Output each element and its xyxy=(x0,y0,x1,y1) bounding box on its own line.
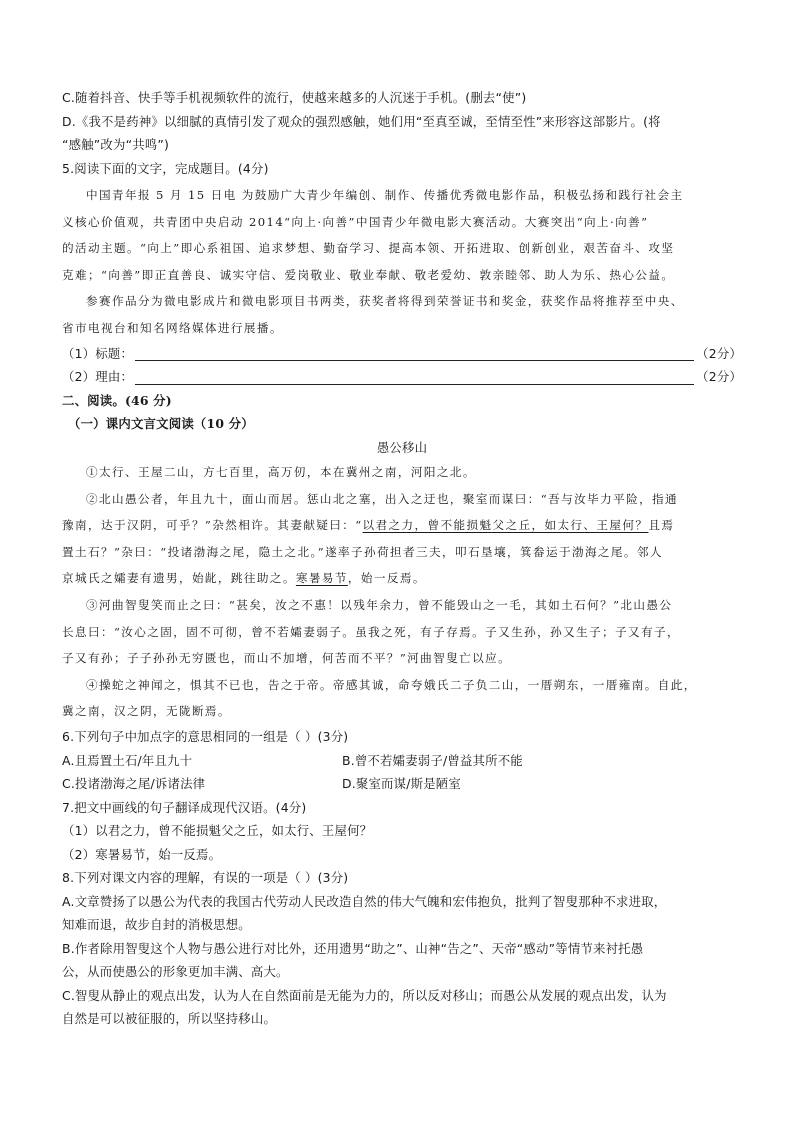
fill-reason-label: （2）理由： xyxy=(62,369,134,385)
q7-item-2: （2）寒暑易节，始一反焉。 xyxy=(62,846,222,862)
q6-option-a[interactable]: A.且焉置土石/年且九十 xyxy=(62,752,193,768)
para-3-line: 子又有孙；子子孙孙无穷匮也，而山不加增，何苦而不平？”河曲智叟亡以应。 xyxy=(62,651,512,666)
fill-title-row xyxy=(62,342,742,366)
q8-option-b[interactable]: B.作者除用智叟这个人物与愚公进行对比外，还用遗男“助之”、山神“告之”、天帝“感动”等情节来衬托愚 xyxy=(62,940,644,956)
q8-option-b-cont: 公，从而使愚公的形象更加丰满、高大。 xyxy=(62,964,289,979)
option-c-line: C.随着抖音、快手等手机视频软件的流行，使越来越多的人沉迷于手机。(删去“使”) xyxy=(62,90,527,105)
q8-option-c[interactable]: C.智叟从静止的观点出发，认为人在自然面前是无能为力的，所以反对移山；而愚公从发展的观点出发，认为 xyxy=(62,987,667,1003)
option-d-line-1: D.《我不是药神》以细腻的真情引发了观众的强烈感触，她们用“至真至诚，至情至性”来形容这部影片。(将 xyxy=(62,113,661,129)
para-2-line: 置土石？”杂曰：“投诸渤海之尾，隐土之北。”遂率子孙荷担者三夫，叩石垦壤，箕畚运于渤海之尾。邻人 xyxy=(62,544,663,559)
news-line: 的活动主题。“向上”即心系祖国、追求梦想、勤奋学习、提高本领、开拓进取、创新创业，艰苦奋斗、攻坚 xyxy=(62,241,675,256)
q6-options-row xyxy=(62,749,742,773)
news-line: 省市电视台和知名网络媒体进行展播。 xyxy=(62,320,283,335)
exam-page xyxy=(62,86,742,1031)
para-4-line: 冀之南，汉之阴，无陇断焉。 xyxy=(62,704,231,719)
para-3-line: ③河曲智叟笑而止之曰：“甚矣，汝之不惠！以残年余力，曾不能毁山之一毛，其如土石何？”北山愚公 xyxy=(86,598,673,613)
question-5: 5.阅读下面的文字，完成题目。(4分) xyxy=(62,160,269,176)
q8-option-c-cont: 自然是可以被征服的，所以坚持移山。 xyxy=(62,1011,277,1026)
fill-title-score: （2分） xyxy=(696,345,742,361)
para-2-line xyxy=(62,512,742,539)
classical-passage xyxy=(62,459,742,725)
news-passage xyxy=(62,182,742,342)
passage-title: 愚公移山 xyxy=(376,439,428,455)
q6-option-d[interactable]: D.聚室而谋/斯是陋室 xyxy=(342,776,461,791)
news-line: 义核心价值观，共青团中央启动 2014“向上·向善”中国青少年微电影大赛活动。大赛突出“向上·向善” xyxy=(62,214,649,229)
text-span: 豫南，达于汉阴，可乎？”杂然相许。其妻献疑曰：“ xyxy=(62,518,363,533)
para-3-line: 长息曰：“汝心之固，固不可彻，曾不若孀妻弱子。虽我之死，有子存焉。子又生孙，孙又生子；子又有子， xyxy=(62,624,681,639)
q6-option-b[interactable]: B.曾不若孀妻弱子/曾益其所不能 xyxy=(342,752,523,768)
q6-options-row xyxy=(62,772,742,796)
underlined-sentence-2: 寒暑易节 xyxy=(295,571,348,586)
reason-answer-blank[interactable] xyxy=(135,368,694,385)
q8-option-a-cont: 知难而退，故步自封的消极思想。 xyxy=(62,917,251,932)
q6-option-c[interactable]: C.投诸渤海之尾/诉诸法律 xyxy=(62,776,206,791)
news-line: 参赛作品分为微电影成片和微电影项目书两类，获奖者将得到荣誉证书和奖金，获奖作品将推荐至中央、 xyxy=(86,294,684,309)
text-span: ，始一反焉。 xyxy=(347,571,426,586)
question-6: 6.下列句子中加点字的意思相同的一组是（ ）(3分) xyxy=(62,729,349,744)
question-8: 8.下列对课文内容的理解，有误的一项是（ ）(3分) xyxy=(62,870,349,885)
q7-item-1: （1）以君之力，曾不能损魁父之丘，如太行、王屋何？ xyxy=(62,823,373,838)
q8-option-a[interactable]: A.文章赞扬了以愚公为代表的我国古代劳动人民改造自然的伟大气魄和宏伟抱负，批判了智叟那种不求进取， xyxy=(62,893,667,909)
text-span: 且焉 xyxy=(648,518,675,533)
fill-reason-score: （2分） xyxy=(696,369,742,385)
fill-title-label: （1）标题： xyxy=(62,345,134,361)
news-line: 中国青年报 5 月 15 日电 为鼓励广大青少年编创、制作、传播优秀微电影作品，积极弘扬和践行社会主 xyxy=(86,188,684,202)
para-4-line: ④操蛇之神闻之，惧其不已也，告之于帝。帝感其诚，命夸娥氏二子负二山，一厝朔东，一厝雍南。自此， xyxy=(86,677,697,692)
para-1: ①太行、王屋二山，方七百里，高万仞，本在冀州之南，河阳之北。 xyxy=(86,465,476,480)
title-answer-blank[interactable] xyxy=(135,344,694,361)
option-d-line-2: “感触”改为“共鸣”) xyxy=(62,137,170,152)
text-span: 京城氏之孀妻有遗男，始龀，跳往助之。 xyxy=(62,571,296,586)
para-2-line xyxy=(62,565,742,592)
para-2-line: ②北山愚公者，年且九十，面山而居。惩山北之塞，出入之迂也，聚室而谋曰：“吾与汝毕力平险，指通 xyxy=(86,491,679,506)
underlined-sentence-1: 以君之力，曾不能损魁父之丘，如太行、王屋何？ xyxy=(362,518,649,533)
section-heading: 二、阅读。(46 分) xyxy=(62,392,172,408)
subsection-heading: （一）课内文言文阅读（10 分） xyxy=(68,416,254,432)
news-line: 克难；“向善”即正直善良、诚实守信、爱岗敬业、敬业奉献、敬老爱幼、敦亲睦邻、助人为乐、热心公益。 xyxy=(62,267,675,282)
fill-reason-row xyxy=(62,365,742,389)
question-7: 7.把文中画线的句子翻译成现代汉语。(4分) xyxy=(62,799,307,815)
